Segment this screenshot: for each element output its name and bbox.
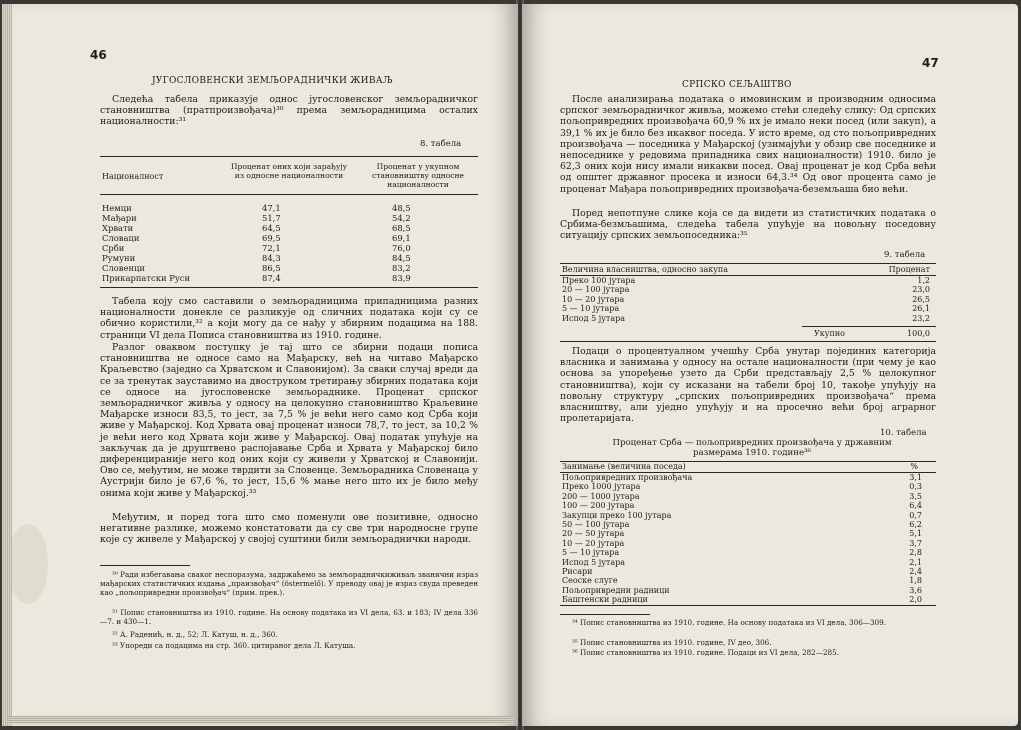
table-row <box>562 586 934 595</box>
footnote-35: ³⁵ Попис становништва из 1910. године, IV део, 306. <box>572 638 772 647</box>
table-row <box>562 558 934 567</box>
table10-occupation: Пољопривредних произвођача <box>562 473 693 482</box>
table-row <box>562 567 934 576</box>
table8-earners-value: 72,1 <box>262 243 281 253</box>
table-row <box>102 253 478 263</box>
table8-nationality: Словенци <box>102 263 145 273</box>
table10-percent: 6,4 <box>909 501 922 511</box>
table8-header-rule <box>100 194 478 195</box>
table8-col-nationality: Националност <box>102 172 164 181</box>
table9-col-size: Величина власништва, односно закупа <box>562 265 729 274</box>
table-row <box>102 223 478 233</box>
table-row <box>562 595 934 604</box>
table9-label: 9. табела <box>884 250 926 260</box>
table-row <box>562 285 934 294</box>
table9-col-percent: Проценат <box>888 265 930 274</box>
table10-occupation: Закупци преко 100 јутара <box>562 510 672 520</box>
table-row <box>562 548 934 557</box>
table10-occupation: Сеоске слуге <box>562 576 618 586</box>
right-paragraph-1: После анализирања података о имовинским и производним односима српског земљорадничког живља, можемо стећи следећу слику: Од српских пољопривредних произвођача 60,9 % их је имало неки посед (или закуп), а 39,1 % их је било без икаквог поседа. У исто време, од сто пољопривредних произвођача — поседника у Мађарској (узимајући у обзир све поседнике и непоседнике у редовима припадника свих националности) 1910. било је 62,3 оних који нису имали никакви посед. Овај проценат је код Срба већи од општег државног просека и износи 64,3.³⁴ Од овог процента само је проценат Мађара пољопривредних произвођача-беземљаша био већи. <box>560 94 936 195</box>
table8-nationality: Румуни <box>102 253 136 263</box>
left-page <box>2 4 518 726</box>
table10-percent: 5,1 <box>909 529 922 539</box>
table10-label: 10. табела <box>880 428 927 438</box>
footnote-32: ³² А. Раденић, н. д., 52; Л. Катуш, н. д., 360. <box>112 630 278 639</box>
table10-occupation: 200 — 1000 јутара <box>562 491 640 501</box>
table9-top-rule <box>560 263 936 264</box>
table-row <box>562 473 934 482</box>
left-paragraph-1: Табела коју смо саставили о земљорадницима припадницима разних националности донекле се разликује од сличних података који су се обично користили,³² а који могу да се нађу у збирним подацима на 188. страници VI дела Пописа становништва из 1910. године. <box>100 296 478 341</box>
footnote-30: ³⁰ Ради избегавања сваког неспоразума, задржаћемо за земљорадничкиживаљ званични израз мађарских статистичких издања „праизвођач“ (östermelő). У преводу овај је израз свуда преведен као „пољопривредни произвођач“ (прим. прев.). <box>100 570 478 598</box>
table8-col-earners: Проценат оних који зарађују из односне националности <box>230 162 348 180</box>
table9-total-label: Укупно <box>814 329 845 338</box>
table10-occupation: Пољопривредни радници <box>562 585 670 595</box>
table10-col-occupation: Занимање (величина поседа) <box>562 462 686 471</box>
table10-percent: 3,6 <box>909 585 922 595</box>
table8-earners-value: 64,5 <box>262 223 281 233</box>
table-row <box>102 273 478 283</box>
table-row <box>562 511 934 520</box>
table10-occupation: 100 — 200 јутара <box>562 501 635 511</box>
footnote-31: ³¹ Попис становништва из 1910. године. На основу података из VI дела, 63. и 183; IV дела 336—7. и 430—1. <box>100 608 478 627</box>
right-paragraph-2: Поред непотпуне слике која се да видети из статистичких података о Србима-безмљашима, следећа табела упућује на повољну поседовну ситуацију српских земљопоседника:³⁵ <box>560 208 936 242</box>
table9-percent: 26,1 <box>912 304 930 314</box>
page-number-right: 47 <box>922 56 939 70</box>
right-paragraph-3: Подаци о процентуалном учешћу Срба унутар појединих категорија власника и занимања у односу на остале националности (при чему је као основа за упоређење узето да Срби представљају 2,5 % целокупног становништва), који су исказани на табели број 10, такође упућују на повољну структуру „српских пољопривредних произвођача“ према власништву, али уједно упућују и на просечно већи број аграрног пролетаријата. <box>560 346 936 425</box>
table-row <box>562 501 934 510</box>
table8-population-value: 84,5 <box>392 253 411 263</box>
running-head-right: СРПСКО СЕЉАШТВО <box>682 80 792 90</box>
table10-percent: 3,5 <box>909 491 922 501</box>
table-row <box>562 492 934 501</box>
table-row <box>102 203 478 213</box>
table8-label: 8. табела <box>420 139 462 149</box>
table8-col-population: Проценат у укупном становништву односне националности <box>371 162 465 189</box>
table10-occupation: Рисари <box>562 567 593 576</box>
table10-percent: 1,8 <box>909 576 922 586</box>
table10-percent: 3,1 <box>909 473 922 482</box>
table10-occupation: 5 — 10 јутара <box>562 548 620 558</box>
footnote-33: ³³ Упореди са подацима на стр. 360. цитираног дела Л. Катуша. <box>112 641 356 650</box>
table8-body <box>102 203 478 285</box>
table10-body <box>562 473 934 605</box>
table10-col-percent: % <box>910 462 918 471</box>
table8-earners-value: 84,3 <box>262 253 281 263</box>
table10-occupation: Баштенски радници <box>562 595 648 605</box>
table9-size: 5 — 10 јутара <box>562 304 620 314</box>
table9-total-value: 100,0 <box>907 329 930 338</box>
table8-earners-value: 69,5 <box>262 233 281 243</box>
table8-earners-value: 87,4 <box>262 273 281 283</box>
table-row <box>102 233 478 243</box>
footnote-rule-left <box>100 565 190 566</box>
paper-stain <box>8 524 48 604</box>
table9-total-rule <box>802 326 936 327</box>
table10-percent: 2,0 <box>909 595 922 605</box>
table8-nationality: Срби <box>102 243 125 253</box>
table-row <box>102 243 478 253</box>
table8-nationality: Хрвати <box>102 223 134 233</box>
table10-percent: 2,8 <box>909 548 922 558</box>
table9-total <box>762 329 934 341</box>
table8-population-value: 83,2 <box>392 263 411 273</box>
table8-population-value: 69,1 <box>392 233 411 243</box>
table-row <box>562 529 934 538</box>
table9-percent: 26,5 <box>912 294 930 304</box>
page-edges-left <box>2 4 12 726</box>
table10-percent: 3,7 <box>909 538 922 548</box>
table10-percent: 0,3 <box>909 482 922 492</box>
right-page <box>522 4 1018 726</box>
table-row <box>562 520 934 529</box>
table8-nationality: Мађари <box>102 213 137 223</box>
page-number-left: 46 <box>90 48 107 62</box>
table10-percent: 2,4 <box>909 567 922 576</box>
table-row <box>562 295 934 304</box>
table8-nationality: Прикарпатски Руси <box>102 273 191 283</box>
table10-occupation: 20 — 50 јутара <box>562 529 625 539</box>
table10-title: Проценат Срба — пољопривредних произвођача у државним размерама 1910. године³⁶ <box>612 438 892 458</box>
table10-percent: 0,7 <box>909 510 922 520</box>
left-paragraph-2: Разлог оваквом поступку је тај што се збирни подаци пописа становништва не односе само на Мађарску, већ на читаво Мађарско Краљевство (заједно са Хрватском и Славонијом). За сваки случај вреди да се за тренутак зауставимо на двоструком третирању збирних података који се односе на југословенске земљораднике. Проценат српског земљорадничког живља у односу на целокупно становништво Краљевине Мађарске износи 83,5, то јест, за 7,5 % је већи него само код Срба који живе у Мађарској. Код Хрвата овај проценат износи 78,7, то јест, за 10,2 % је већи него код Хрвата који живе у Мађарској. Овај податак упућује на закључак да је друштвено раслојавање Срба и Хрвата у Мађарској било диференцираније него код оних који су живели у Хрватској и Славонији. Ово се, међутим, не може тврдити за Словенце. Земљорадника Словенаца у Аустрији било је 67,6 %, то јест, 15,6 % мање него што их је било међу онима који живе у Мађарској.³³ <box>100 342 478 499</box>
table-row <box>562 314 934 323</box>
table-row <box>562 304 934 313</box>
table-row <box>562 482 934 491</box>
table8-population-value: 83,9 <box>392 273 411 283</box>
table10-occupation: 50 — 100 јутара <box>562 520 630 529</box>
table-row <box>102 263 478 273</box>
table10-occupation: Преко 1000 јутара <box>562 482 641 492</box>
table8-nationality: Словаци <box>102 233 140 243</box>
running-head-left: ЈУГОСЛОВЕНСКИ ЗЕМЉОРАДНИЧКИ ЖИВАЉ <box>152 76 393 86</box>
table8-earners-value: 86,5 <box>262 263 281 273</box>
table9-size: Испод 5 јутара <box>562 313 625 323</box>
table10-occupation: Испод 5 јутара <box>562 557 625 567</box>
table-row <box>562 539 934 548</box>
table9-percent: 23,2 <box>912 313 930 323</box>
footnote-36: ³⁶ Попис становништва из 1910. године. Подаци из VI дела, 282—285. <box>572 648 839 657</box>
table-row <box>102 213 478 223</box>
table9-size: 10 — 20 јутара <box>562 294 625 304</box>
table8-top-rule <box>100 156 478 157</box>
footnote-34: ³⁴ Попис становништва из 1910. године. На основу података из VI дела, 306—309. <box>572 618 886 627</box>
table-row <box>562 576 934 585</box>
table8-population-value: 76,0 <box>392 243 411 253</box>
table8-bottom-rule <box>100 287 478 288</box>
table9-percent: 1,2 <box>917 276 930 285</box>
table8-population-value: 68,5 <box>392 223 411 233</box>
table10-percent: 2,1 <box>909 557 922 567</box>
table9-size: Преко 100 јутара <box>562 276 636 285</box>
table8-population-value: 54,2 <box>392 213 411 223</box>
table9-bottom-rule <box>560 341 936 342</box>
table10-bottom-rule <box>560 605 936 606</box>
table9-size: 20 — 100 јутара <box>562 285 630 295</box>
table10-header <box>562 462 934 472</box>
table9-percent: 23,0 <box>912 285 930 295</box>
table10-percent: 6,2 <box>909 520 922 529</box>
left-paragraph-3: Међутим, и поред тога што смо поменули ове позитивне, односно негативне разлике, можемо констатовати да су све три народносне групе које су живеле у Мађарској у својој суштини били земљораднички народи. <box>100 512 478 546</box>
table8-earners-value: 47,1 <box>262 203 281 213</box>
table8-earners-value: 51,7 <box>262 213 281 223</box>
footnote-rule-right <box>560 614 650 615</box>
page-edges-bottom <box>8 716 514 724</box>
table8-population-value: 48,5 <box>392 203 411 213</box>
intro-paragraph: Следећа табела приказује однос југословенског земљорадничког становништва (пратпроизвођача)³⁰ према земљорадницима осталих националности:³¹ <box>100 94 478 128</box>
table8-nationality: Немци <box>102 203 132 213</box>
table9-body <box>562 276 934 326</box>
table-row <box>562 276 934 285</box>
table10-occupation: 10 — 20 јутара <box>562 538 625 548</box>
